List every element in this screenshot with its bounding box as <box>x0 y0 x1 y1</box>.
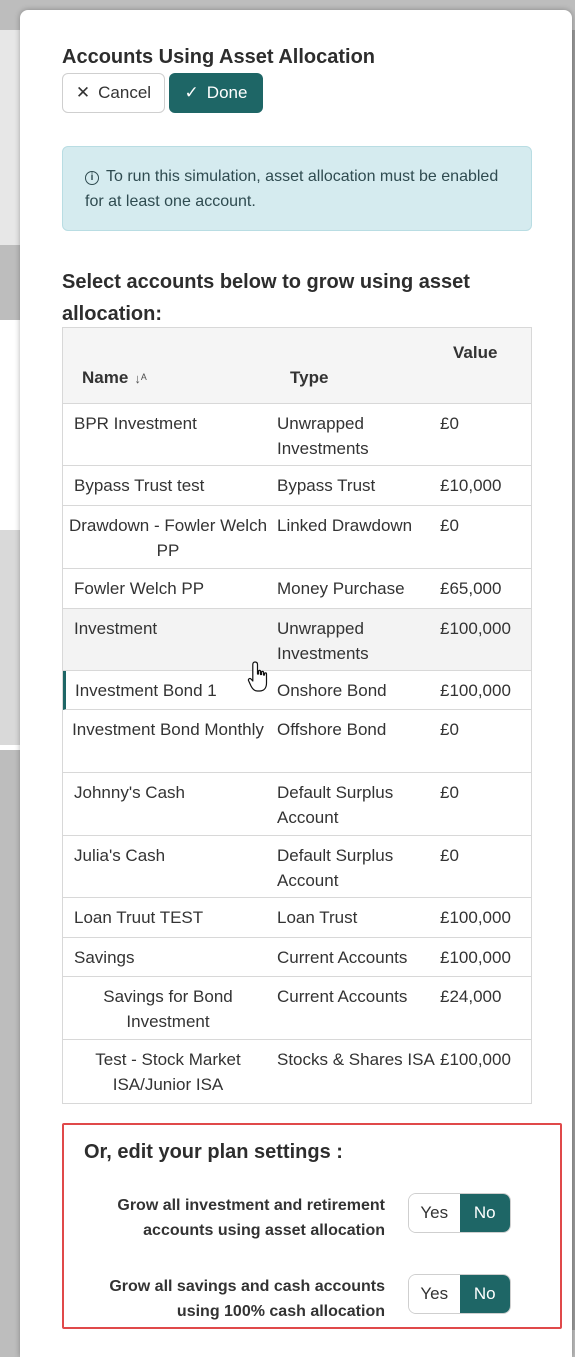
account-name-cell: Savings <box>74 948 135 967</box>
table-row[interactable] <box>63 836 531 898</box>
asset-allocation-modal <box>20 10 572 1357</box>
account-type-cell: Bypass Trust <box>277 476 376 495</box>
account-type-cell: Unwrapped Investments <box>277 619 369 663</box>
account-type-cell: Current Accounts <box>277 987 408 1006</box>
account-value-cell: £100,000 <box>440 1050 511 1069</box>
setting-label: Grow all investment and retirement accounts using asset allocation <box>117 1197 385 1239</box>
account-type-cell: Unwrapped Investments <box>277 414 369 458</box>
account-name-cell: Investment <box>74 619 158 638</box>
modal-title: Accounts Using Asset Allocation <box>62 46 376 68</box>
info-alert <box>62 146 532 231</box>
sort-az-icon[interactable]: ↓ᴬ <box>134 371 147 386</box>
table-row[interactable] <box>63 506 531 569</box>
account-name-cell: Investment Bond 1 <box>75 681 217 700</box>
table-row[interactable] <box>63 404 531 466</box>
done-button[interactable] <box>169 73 263 113</box>
account-name-cell: Savings for Bond Investment <box>103 987 233 1031</box>
account-value-cell: £0 <box>440 414 459 433</box>
yes-no-toggle[interactable] <box>408 1274 511 1314</box>
account-type-cell: Offshore Bond <box>277 720 387 739</box>
info-icon: i <box>85 171 99 185</box>
account-type-cell: Default Surplus Account <box>277 846 394 890</box>
yes-no-toggle[interactable] <box>408 1193 511 1233</box>
account-value-cell: £0 <box>440 720 459 739</box>
name-column-header[interactable] <box>82 368 147 388</box>
table-body <box>63 404 531 1103</box>
background-card <box>0 530 22 745</box>
account-value-cell: £100,000 <box>440 619 511 638</box>
account-value-cell: £0 <box>440 846 459 865</box>
toggle-no-option[interactable]: No <box>460 1275 511 1313</box>
table-row[interactable] <box>63 977 531 1040</box>
accounts-table <box>62 327 532 1104</box>
close-icon: ✕ <box>75 83 91 102</box>
type-column-header: Type <box>290 368 329 387</box>
table-row[interactable] <box>63 569 531 609</box>
table-row[interactable] <box>63 938 531 977</box>
account-type-cell: Current Accounts <box>277 948 408 967</box>
account-value-cell: £100,000 <box>440 681 511 700</box>
account-name-cell: Bypass Trust test <box>74 476 205 495</box>
account-type-cell: Stocks & Shares ISA <box>277 1050 435 1069</box>
account-name-cell: Julia's Cash <box>74 846 166 865</box>
settings-title: Or, edit your plan settings : <box>84 1141 343 1163</box>
account-name-cell: Test - Stock Market ISA/Junior ISA <box>95 1050 241 1094</box>
account-name-cell: Fowler Welch PP <box>74 579 205 598</box>
setting-label: Grow all savings and cash accounts using 100% cash allocation <box>109 1278 385 1320</box>
account-value-cell: £0 <box>440 516 459 535</box>
account-name-cell: Johnny's Cash <box>74 783 185 802</box>
accounts-subheading: Select accounts below to grow using asset allocation: <box>62 271 470 325</box>
table-row[interactable] <box>63 898 531 938</box>
account-name-cell: Loan Truut TEST <box>74 908 204 927</box>
account-value-cell: £24,000 <box>440 987 502 1006</box>
table-row[interactable] <box>63 1040 531 1103</box>
value-column-header: Value <box>453 343 498 362</box>
account-type-cell: Money Purchase <box>277 579 405 598</box>
account-value-cell: £65,000 <box>440 579 502 598</box>
toggle-yes-option[interactable]: Yes <box>409 1275 460 1313</box>
toggle-yes-option[interactable]: Yes <box>409 1194 460 1232</box>
account-type-cell: Loan Trust <box>277 908 358 927</box>
account-value-cell: £10,000 <box>440 476 502 495</box>
account-value-cell: £0 <box>440 783 459 802</box>
account-type-cell: Default Surplus Account <box>277 783 394 827</box>
background-card <box>0 30 22 245</box>
table-row[interactable] <box>63 710 531 773</box>
account-name-cell: Drawdown - Fowler Welch PP <box>68 516 268 560</box>
table-header <box>63 328 531 404</box>
account-value-cell: £100,000 <box>440 908 511 927</box>
info-text: To run this simulation, asset allocation must be enabled for at least one account. <box>85 168 499 210</box>
cancel-label: Cancel <box>98 83 152 102</box>
account-value-cell: £100,000 <box>440 948 511 967</box>
plan-settings-panel <box>62 1123 562 1329</box>
name-header-label: Name <box>82 368 129 387</box>
account-type-cell: Linked Drawdown <box>277 516 413 535</box>
hand-pointer-icon <box>246 660 272 694</box>
table-row[interactable] <box>63 466 531 506</box>
account-name-cell: BPR Investment <box>74 414 197 433</box>
table-row[interactable] <box>63 671 531 710</box>
toggle-no-option[interactable]: No <box>460 1194 511 1232</box>
cancel-button[interactable] <box>62 73 165 113</box>
table-row[interactable] <box>63 609 531 671</box>
done-label: Done <box>206 83 248 102</box>
account-type-cell: Onshore Bond <box>277 681 387 700</box>
check-icon: ✓ <box>184 83 199 102</box>
account-name-cell: Investment Bond Monthly <box>72 720 264 739</box>
table-row[interactable] <box>63 773 531 836</box>
